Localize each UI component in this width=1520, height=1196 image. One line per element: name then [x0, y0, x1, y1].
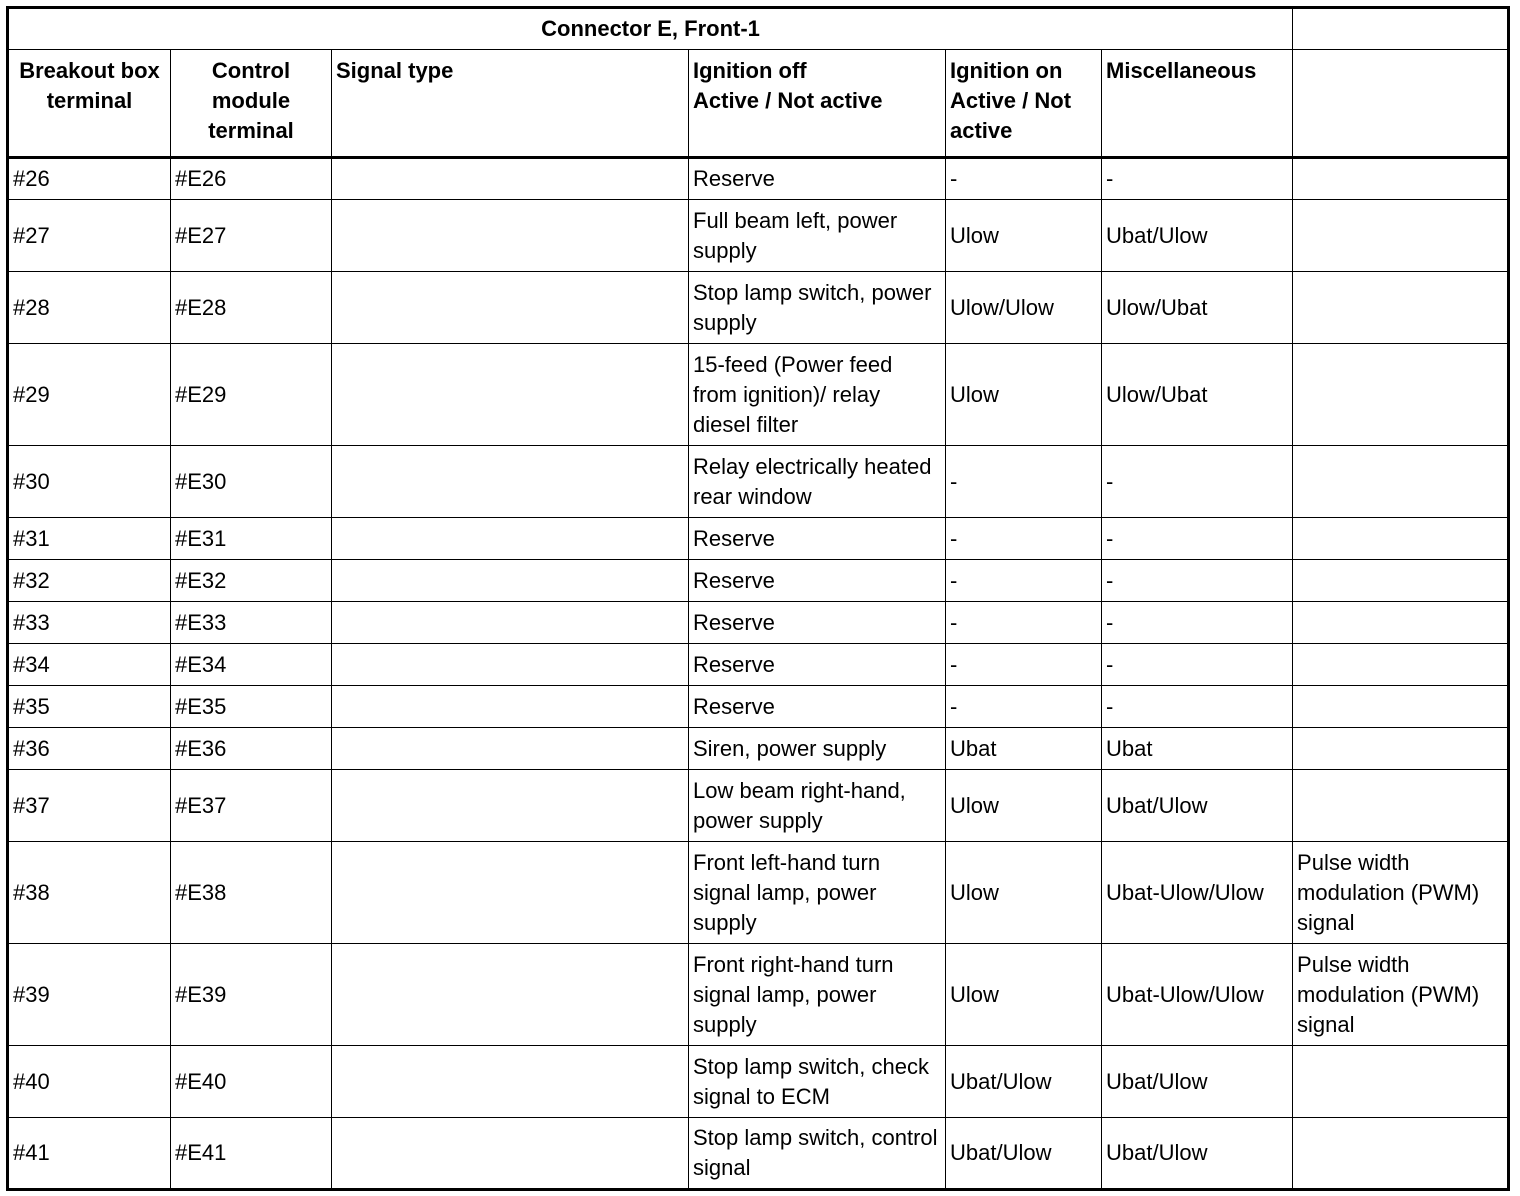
cell-miscellaneous: Ubat/Ulow [1102, 1118, 1293, 1190]
cell-extra [1293, 158, 1509, 200]
cell-miscellaneous: Ubat-Ulow/Ulow [1102, 842, 1293, 944]
cell-signal-type [332, 944, 689, 1046]
title-extra-cell [1293, 8, 1509, 50]
cell-ignition-off: Stop lamp switch, check signal to ECM [689, 1046, 946, 1118]
cell-ignition-off: Front right-hand turn signal lamp, power supply [689, 944, 946, 1046]
cell-ignition-on: - [946, 686, 1102, 728]
table-row [8, 944, 1509, 1046]
cell-signal-type [332, 602, 689, 644]
cell-miscellaneous: - [1102, 158, 1293, 200]
cell-extra [1293, 518, 1509, 560]
cell-ignition-on: - [946, 644, 1102, 686]
cell-miscellaneous: - [1102, 518, 1293, 560]
cell-breakout-terminal: #35 [8, 686, 171, 728]
cell-ignition-off: Reserve [689, 644, 946, 686]
cell-extra [1293, 200, 1509, 272]
cell-signal-type [332, 1118, 689, 1190]
cell-signal-type [332, 272, 689, 344]
cell-module-terminal: #E40 [171, 1046, 332, 1118]
cell-ignition-off: Stop lamp switch, power supply [689, 272, 946, 344]
col-header-ignition-on: Ignition on Active / Not active [946, 50, 1102, 158]
table-row [8, 770, 1509, 842]
cell-signal-type [332, 1046, 689, 1118]
cell-ignition-off: Stop lamp switch, control signal [689, 1118, 946, 1190]
cell-signal-type [332, 158, 689, 200]
cell-ignition-off: Reserve [689, 686, 946, 728]
cell-extra [1293, 344, 1509, 446]
cell-miscellaneous: Ulow/Ubat [1102, 344, 1293, 446]
table-row [8, 728, 1509, 770]
cell-extra [1293, 1046, 1509, 1118]
table-row [8, 1118, 1509, 1190]
connector-table [6, 6, 1510, 1191]
cell-ignition-off: Siren, power supply [689, 728, 946, 770]
cell-extra [1293, 1118, 1509, 1190]
cell-signal-type [332, 728, 689, 770]
cell-miscellaneous: - [1102, 644, 1293, 686]
cell-signal-type [332, 518, 689, 560]
cell-extra [1293, 602, 1509, 644]
cell-module-terminal: #E31 [171, 518, 332, 560]
cell-module-terminal: #E39 [171, 944, 332, 1046]
cell-module-terminal: #E30 [171, 446, 332, 518]
cell-ignition-off: 15-feed (Power feed from ignition)/ relay diesel filter [689, 344, 946, 446]
cell-signal-type [332, 200, 689, 272]
cell-signal-type [332, 686, 689, 728]
cell-extra: Pulse width modulation (PWM) signal [1293, 944, 1509, 1046]
cell-module-terminal: #E29 [171, 344, 332, 446]
cell-module-terminal: #E37 [171, 770, 332, 842]
cell-breakout-terminal: #38 [8, 842, 171, 944]
table-title: Connector E, Front-1 [8, 8, 1293, 50]
table-row [8, 644, 1509, 686]
table-row [8, 344, 1509, 446]
table-row [8, 686, 1509, 728]
cell-breakout-terminal: #29 [8, 344, 171, 446]
cell-ignition-on: Ubat/Ulow [946, 1118, 1102, 1190]
cell-miscellaneous: Ulow/Ubat [1102, 272, 1293, 344]
table-row [8, 602, 1509, 644]
cell-breakout-terminal: #30 [8, 446, 171, 518]
cell-signal-type [332, 842, 689, 944]
table-row [8, 560, 1509, 602]
cell-extra [1293, 728, 1509, 770]
cell-module-terminal: #E34 [171, 644, 332, 686]
cell-miscellaneous: - [1102, 602, 1293, 644]
cell-miscellaneous: Ubat [1102, 728, 1293, 770]
cell-breakout-terminal: #39 [8, 944, 171, 1046]
cell-module-terminal: #E35 [171, 686, 332, 728]
cell-breakout-terminal: #31 [8, 518, 171, 560]
table-row [8, 200, 1509, 272]
cell-extra [1293, 770, 1509, 842]
cell-extra: Pulse width modulation (PWM) signal [1293, 842, 1509, 944]
cell-module-terminal: #E36 [171, 728, 332, 770]
col-header-breakout: Breakout box terminal [8, 50, 171, 158]
cell-signal-type [332, 446, 689, 518]
cell-module-terminal: #E26 [171, 158, 332, 200]
cell-module-terminal: #E38 [171, 842, 332, 944]
col-header-ignition-off: Ignition off Active / Not active [689, 50, 946, 158]
cell-miscellaneous: Ubat-Ulow/Ulow [1102, 944, 1293, 1046]
cell-ignition-on: Ulow [946, 842, 1102, 944]
cell-breakout-terminal: #27 [8, 200, 171, 272]
cell-ignition-on: Ulow [946, 200, 1102, 272]
cell-module-terminal: #E28 [171, 272, 332, 344]
col-header-miscellaneous: Miscellaneous [1102, 50, 1293, 158]
cell-ignition-off: Reserve [689, 158, 946, 200]
cell-breakout-terminal: #40 [8, 1046, 171, 1118]
title-row [8, 8, 1509, 50]
cell-miscellaneous: Ubat/Ulow [1102, 200, 1293, 272]
cell-ignition-on: - [946, 518, 1102, 560]
cell-signal-type [332, 344, 689, 446]
cell-module-terminal: #E41 [171, 1118, 332, 1190]
cell-signal-type [332, 644, 689, 686]
col-header-signal-type: Signal type [332, 50, 689, 158]
cell-miscellaneous: Ubat/Ulow [1102, 770, 1293, 842]
cell-ignition-on: Ubat/Ulow [946, 1046, 1102, 1118]
table-row [8, 518, 1509, 560]
cell-ignition-off: Front left-hand turn signal lamp, power supply [689, 842, 946, 944]
cell-ignition-off: Reserve [689, 602, 946, 644]
table-row [8, 158, 1509, 200]
cell-breakout-terminal: #36 [8, 728, 171, 770]
cell-miscellaneous: - [1102, 686, 1293, 728]
cell-ignition-on: - [946, 446, 1102, 518]
table-row [8, 1046, 1509, 1118]
cell-breakout-terminal: #41 [8, 1118, 171, 1190]
table-row [8, 446, 1509, 518]
cell-breakout-terminal: #32 [8, 560, 171, 602]
cell-signal-type [332, 560, 689, 602]
cell-ignition-off: Reserve [689, 518, 946, 560]
table-row [8, 842, 1509, 944]
cell-ignition-off: Full beam left, power supply [689, 200, 946, 272]
cell-breakout-terminal: #34 [8, 644, 171, 686]
cell-extra [1293, 686, 1509, 728]
cell-ignition-on: - [946, 560, 1102, 602]
cell-breakout-terminal: #33 [8, 602, 171, 644]
cell-extra [1293, 446, 1509, 518]
col-header-module: Control module terminal [171, 50, 332, 158]
cell-ignition-on: Ulow [946, 944, 1102, 1046]
cell-ignition-off: Reserve [689, 560, 946, 602]
cell-extra [1293, 644, 1509, 686]
col-header-extra [1293, 50, 1509, 158]
connector-table-wrapper [6, 6, 1507, 1190]
cell-miscellaneous: Ubat/Ulow [1102, 1046, 1293, 1118]
cell-breakout-terminal: #28 [8, 272, 171, 344]
cell-extra [1293, 272, 1509, 344]
table-row [8, 272, 1509, 344]
cell-ignition-on: Ulow/Ulow [946, 272, 1102, 344]
cell-breakout-terminal: #26 [8, 158, 171, 200]
cell-breakout-terminal: #37 [8, 770, 171, 842]
cell-ignition-on: Ubat [946, 728, 1102, 770]
cell-ignition-off: Relay electrically heated rear window [689, 446, 946, 518]
cell-ignition-on: Ulow [946, 770, 1102, 842]
cell-module-terminal: #E33 [171, 602, 332, 644]
cell-ignition-off: Low beam right-hand, power supply [689, 770, 946, 842]
cell-miscellaneous: - [1102, 446, 1293, 518]
cell-ignition-on: Ulow [946, 344, 1102, 446]
cell-extra [1293, 560, 1509, 602]
header-row [8, 50, 1509, 158]
cell-signal-type [332, 770, 689, 842]
cell-module-terminal: #E32 [171, 560, 332, 602]
cell-ignition-on: - [946, 158, 1102, 200]
cell-module-terminal: #E27 [171, 200, 332, 272]
cell-miscellaneous: - [1102, 560, 1293, 602]
cell-ignition-on: - [946, 602, 1102, 644]
